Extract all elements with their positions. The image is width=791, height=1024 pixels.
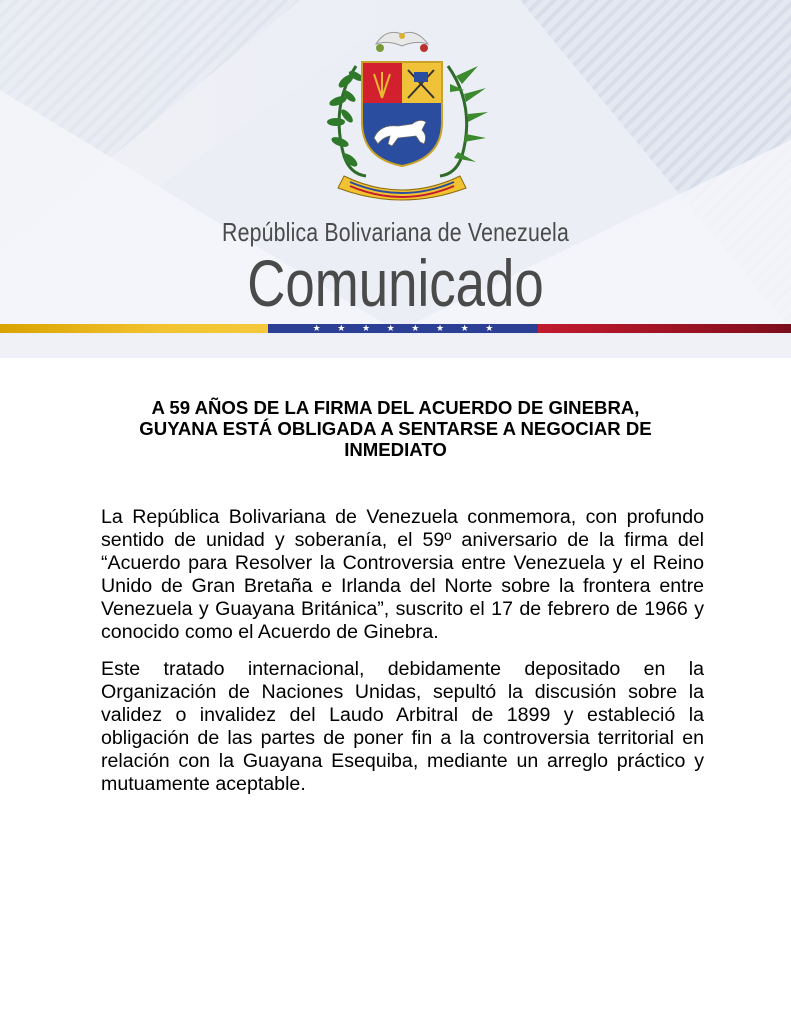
star-icon: ★ <box>460 323 469 333</box>
coat-of-arms-emblem <box>316 26 488 201</box>
star-icon: ★ <box>435 323 445 333</box>
body-paragraph: La República Bolivariana de Venezuela conmemora, con profundo sentido de unidad y soberanía, el 59º aniversario de la firma del “Acuerdo para Resolver la Controversia entre Venezuela y el Reino Unido de Gran Bretaña e Irlanda del Norte sobre la frontera entre Venezuela y Guayana Británica”, suscrito el 17 de febrero de 1966 y conocido como el Acuerdo de Ginebra. <box>101 506 704 643</box>
star-icon: ★ <box>337 323 346 333</box>
star-icon: ★ <box>361 323 371 333</box>
body-paragraph: Este tratado internacional, debidamente depositado en la Organización de Naciones Unidas, sepultó la discusión sobre la validez o invalidez del Laudo Arbitral de 1899 y estableció la obligación de las partes de poner fin a la controversia territorial en relación con la Guayana Esequiba, mediante un arreglo práctico y mutuamente aceptable. <box>101 658 704 795</box>
document-title <box>95 397 696 460</box>
title-line: INMEDIATO <box>344 439 447 460</box>
star-icon: ★ <box>411 323 420 333</box>
stars-row <box>268 321 538 335</box>
flag-color-bar <box>0 324 791 333</box>
document-body <box>101 506 704 810</box>
star-icon: ★ <box>485 323 494 333</box>
star-icon: ★ <box>386 323 395 333</box>
title-line: GUYANA ESTÁ OBLIGADA A SENTARSE A NEGOCIAR DE <box>139 418 652 439</box>
republic-name: República Bolivariana de Venezuela <box>222 217 569 247</box>
star-icon: ★ <box>312 323 321 333</box>
page-heading: Comunicado <box>247 246 544 320</box>
header-banner <box>0 0 791 358</box>
flag-stripe-yellow <box>0 324 268 333</box>
flag-stripe-blue <box>268 324 538 333</box>
title-line: A 59 AÑOS DE LA FIRMA DEL ACUERDO DE GINEBRA, <box>151 397 640 418</box>
flag-stripe-red <box>538 324 791 333</box>
